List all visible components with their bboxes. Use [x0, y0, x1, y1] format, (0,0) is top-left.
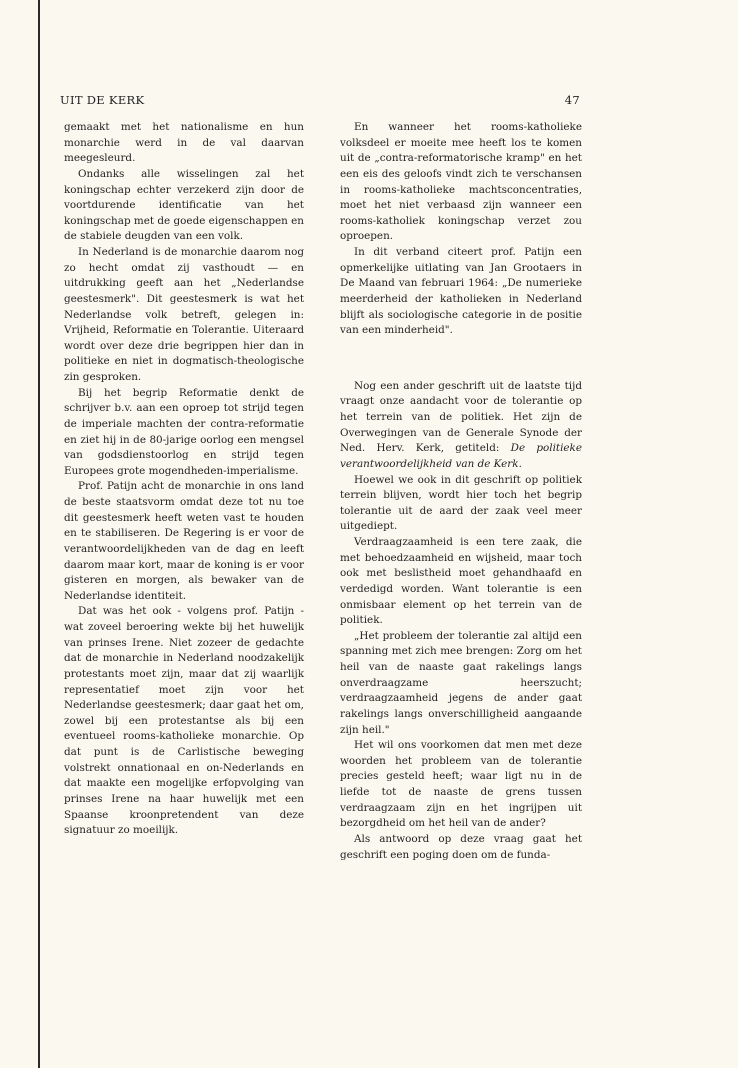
- scan-edge-line: [38, 0, 40, 1068]
- paragraph: In Nederland is de monarchie daarom nog zo hecht omdat zij vasthoudt — en uitdrukking geeft aan het „Nederlandse geestesmerk". Dit geestesmerk is wat het Nederlandse volk betreft, gelegen in: Vrijheid, Reformatie en Tolerantie. Uiteraard wordt over deze drie begrippen hier dan in politieke en niet in dogmatisch-theologische zin gesproken.: [64, 246, 304, 383]
- paragraph: Dat was het ook - volgens prof. Patijn - wat zoveel beroering wekte bij het huwelijk van prinses Irene. Niet zozeer de gedachte dat de monarchie in Nederland noodzakelijk protestants moet zijn, maar dat zij waarlijk representatief moet zijn voor het Nederlandse geestesmerk; daar gaat het om, zowel bij een protestantse als bij een eventueel rooms-katholieke monarchie. Op dat punt is de Carlistische beweging volstrekt onnationaal en on-Nederlands en dat maakte een mogelijke erfopvolging van prinses Irene na haar huwelijk met een Spaanse kroonpretendent van deze signatuur zo moeilijk.: [64, 605, 304, 837]
- paragraph-text: Nog een ander geschrift uit de laatste tijd vraagt onze aandacht voor de tolerantie op het terrein van de politiek. Het zijn de Overwegingen van de Generale Synode der Ned. Herv. Kerk, getiteld:: [340, 379, 582, 455]
- page-number: 47: [564, 93, 580, 107]
- paragraph: In dit verband citeert prof. Patijn een opmerkelijke uitlating van Jan Grootaers in De Maand van februari 1964: „De numerieke meerderheid der katholieken in Nederland blijft als sociologische categorie in de positie van een minderheid".: [340, 246, 582, 337]
- right-column: [340, 120, 582, 863]
- running-title: UIT DE KERK: [60, 93, 145, 107]
- paragraph: Het wil ons voorkomen dat men met deze woorden het probleem van de tolerantie precies gesteld heeft; waar ligt nu in de liefde tot de naaste de grens tussen verdraagzaam zijn en het ingrijpen uit bezorgdheid om het heil van de ander?: [340, 739, 582, 830]
- quotation: „Het probleem der tolerantie zal altijd een spanning met zich mee brengen: Zorg om het heil van de naaste gaat rakelings langs onverdraagzame heerszucht; verdraagzaamheid jegens de ander gaat rakelings langs onverschilligheid aangaande zijn heil.": [340, 629, 582, 736]
- paragraph: gemaakt met het nationalisme en hun monarchie werd in de val daarvan meegesleurd.: [64, 121, 304, 165]
- paragraph: Prof. Patijn acht de monarchie in ons land de beste staatsvorm omdat deze tot nu toe dit geestesmerk heeft weten vast te houden en te stabiliseren. De Regering is er voor de verantwoordelijkheden van de dag en leeft daarom maar kort, maar de koning is er voor gisteren en morgen, als bewaker van de Nederlandse identiteit.: [64, 480, 304, 602]
- document-title: De politieke verantwoordelijkheid van de Kerk.: [340, 442, 582, 470]
- paragraph: Ondanks alle wisselingen zal het koningschap echter verzekerd zijn door de voortdurende identificatie van het koningschap met de goede eigenschappen en de stabiele deugden van een volk.: [64, 167, 304, 243]
- page-header: [60, 93, 580, 107]
- paragraph: Bij het begrip Reformatie denkt de schrijver b.v. aan een oproep tot strijd tegen de imperiale machten der contra-reformatie en ziet hij in de 80-jarige oorlog een mengsel van godsdienstoorlog en strijd tegen Europees grote mogendheden-imperialisme.: [64, 386, 304, 477]
- paragraph: Als antwoord op deze vraag gaat het geschrift een poging doen om de funda-: [340, 832, 582, 861]
- paragraph: Verdraagzaamheid is een tere zaak, die met behoedzaamheid en wijsheid, maar toch ook met beslistheid moet gehandhaafd en verdedigd worden. Want tolerantie is een onmisbaar element op het terrein van de politiek.: [340, 536, 582, 627]
- paragraph: [340, 379, 582, 473]
- paragraph: Hoewel we ook in dit geschrift op politiek terrein blijven, wordt hier toch het begrip tolerantie uit de aard der zaak veel meer uitgediept.: [340, 473, 582, 533]
- left-column: [64, 120, 304, 839]
- paragraph: En wanneer het rooms-katholieke volksdeel er moeite mee heeft los te komen uit de „contra-reformatorische kramp" en het een eis des geloofs vindt zich te verschansen in rooms-katholieke machtsconcentraties, moet het niet verbaasd zijn wanneer een rooms-katholiek koningschap verzet zou oproepen.: [340, 121, 582, 243]
